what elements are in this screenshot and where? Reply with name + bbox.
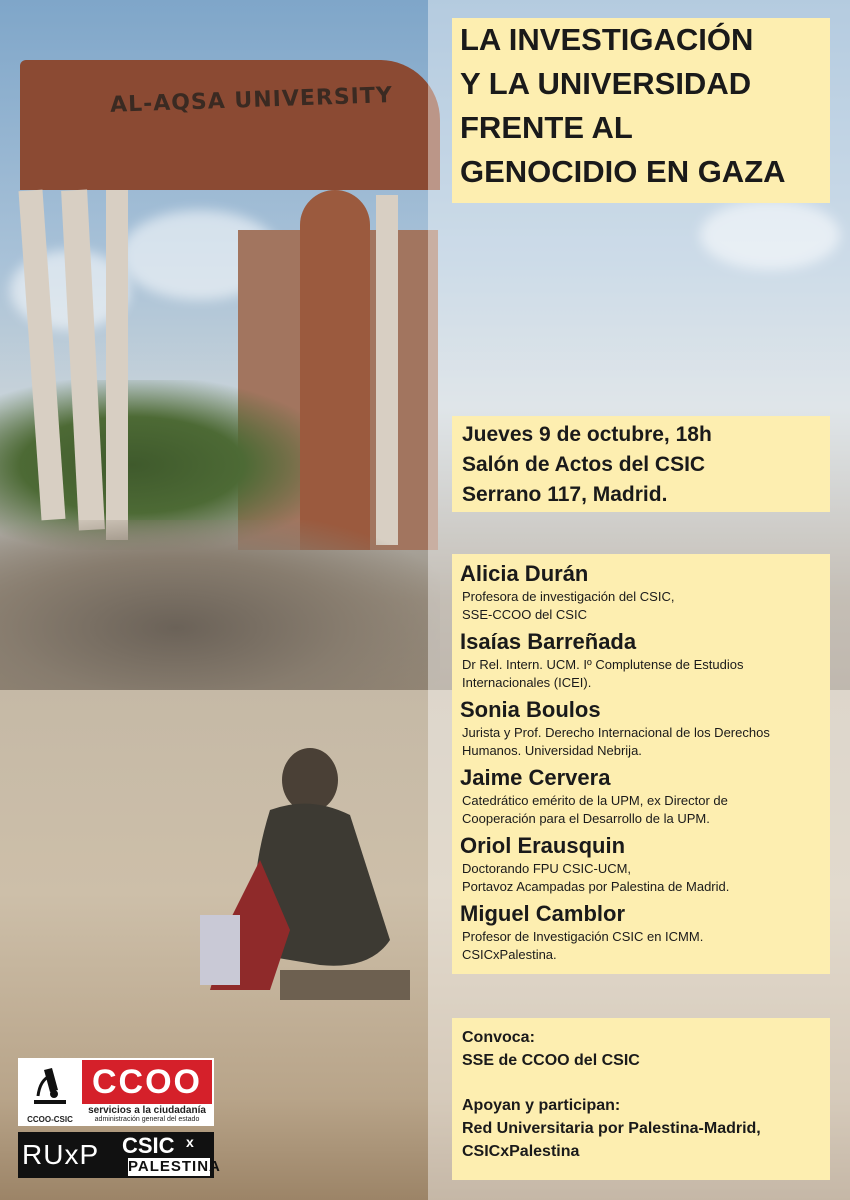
palestina-block: [128, 1158, 221, 1176]
ccoo-csic-label: CCOO-CSIC: [27, 1115, 73, 1124]
title-panel: [452, 18, 830, 203]
palestina-text: PALESTINA: [128, 1158, 221, 1175]
speaker-name: Alicia Durán: [460, 561, 589, 586]
convoca-label: Convoca:: [462, 1029, 535, 1046]
rubble: [0, 520, 440, 700]
gate-sign: AL-AQSA UNIVERSITY: [109, 83, 394, 118]
pillar: [376, 195, 398, 545]
speaker-name: Oriol Erausquin: [460, 833, 626, 858]
csic-text: CSIC: [122, 1133, 175, 1158]
event-venue: Salón de Actos del CSIC: [462, 453, 706, 476]
ccoo-subtitle-small: administración general del estado: [94, 1116, 200, 1123]
ccoo-logo: [18, 1058, 214, 1126]
title-line: LA INVESTIGACIÓN: [460, 22, 754, 57]
rup-text: RUxP: [22, 1139, 100, 1170]
speaker-item: [460, 628, 830, 692]
speaker-item: [460, 900, 830, 964]
brick-arch: [300, 190, 370, 550]
speaker-item: [460, 764, 830, 828]
event-info-panel: [452, 416, 830, 512]
ccoo-red-block: [82, 1060, 212, 1104]
ccoo-text: CCOO: [92, 1063, 202, 1101]
ccoo-subtitle: servicios a la ciudadanía: [88, 1105, 206, 1116]
apoyan-value: Red Universitaria por Palestina-Madrid,: [462, 1120, 761, 1137]
speaker-affiliation: Doctorando FPU CSIC-UCM,: [462, 861, 632, 876]
speaker-affiliation: Portavoz Acampadas por Palestina de Madrid.: [462, 879, 730, 894]
speaker-affiliation: SSE-CCOO del CSIC: [462, 607, 587, 622]
rup-csic-palestina-logo: [18, 1132, 221, 1178]
apoyan-value: CSICxPalestina: [462, 1143, 580, 1160]
event-address: Serrano 117, Madrid.: [462, 483, 668, 506]
speaker-name: Isaías Barreñada: [460, 629, 637, 654]
speaker-item: [460, 696, 830, 760]
speaker-name: Miguel Camblor: [460, 901, 626, 926]
event-date: Jueves 9 de octubre, 18h: [462, 423, 712, 446]
speaker-affiliation: Profesor de Investigación CSIC en ICMM.: [462, 929, 704, 944]
speaker-affiliation: Profesora de investigación del CSIC,: [462, 589, 675, 604]
organizers-panel: [452, 1018, 830, 1180]
speaker-item: [460, 832, 830, 896]
title-line: FRENTE AL: [460, 110, 633, 145]
speaker-affiliation: Jurista y Prof. Derecho Internacional de los Derechos: [462, 725, 770, 740]
speaker-item: [460, 560, 830, 624]
speaker-affiliation: Internacionales (ICEI).: [462, 675, 592, 690]
speaker-affiliation: Dr Rel. Intern. UCM. Iº Complutense de Estudios: [462, 657, 744, 672]
x-text: x: [186, 1134, 194, 1150]
seated-woman-figure: [200, 740, 410, 1000]
apoyan-label: Apoyan y participan:: [462, 1097, 621, 1114]
pillar: [106, 190, 128, 540]
speaker-affiliation: Humanos. Universidad Nebrija.: [462, 743, 642, 758]
title-line: Y LA UNIVERSIDAD: [460, 66, 752, 101]
speakers-panel: [452, 554, 830, 974]
convoca-value: SSE de CCOO del CSIC: [462, 1052, 640, 1069]
speaker-name: Jaime Cervera: [460, 765, 611, 790]
title-line: GENOCIDIO EN GAZA: [460, 154, 786, 189]
speaker-affiliation: Catedrático emérito de la UPM, ex Director de: [462, 793, 728, 808]
speaker-affiliation: CSICxPalestina.: [462, 947, 557, 962]
university-gate: [20, 60, 440, 190]
speaker-name: Sonia Boulos: [460, 697, 601, 722]
speaker-affiliation: Cooperación para el Desarrollo de la UPM.: [462, 811, 710, 826]
